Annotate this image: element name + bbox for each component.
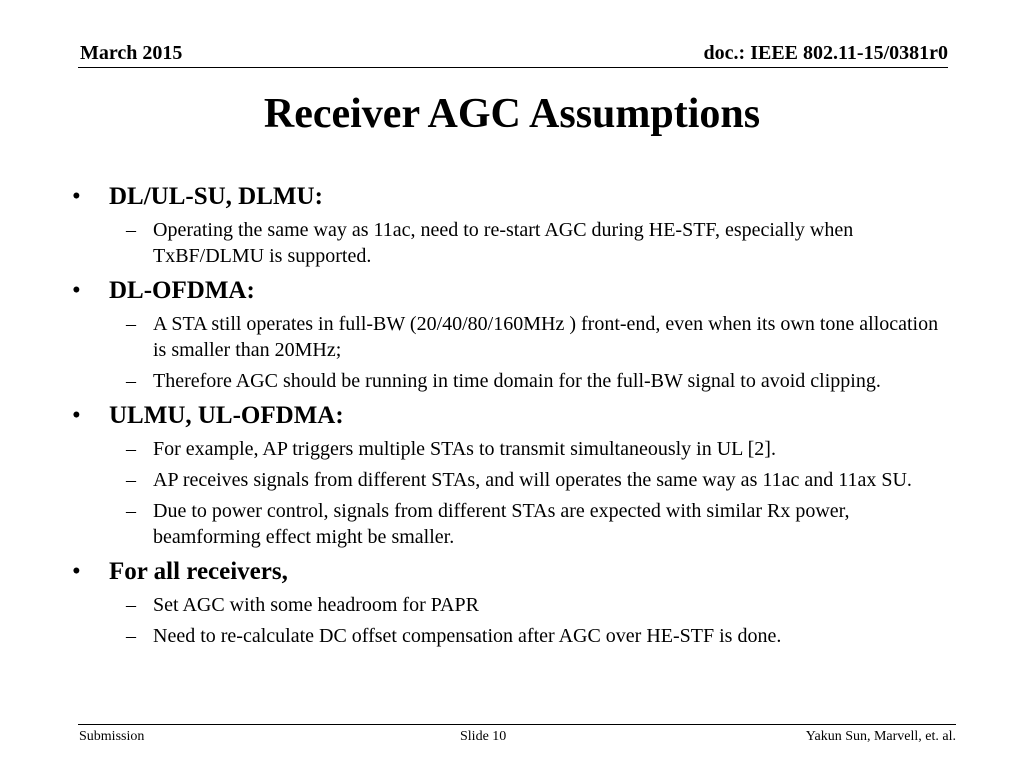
dash-marker: –: [126, 500, 136, 522]
sub-bullet: [72, 436, 952, 462]
bullet-marker: •: [72, 277, 81, 304]
sub-bullet: [72, 368, 952, 394]
sub-bullet: [72, 467, 952, 493]
bullet-3: [72, 401, 952, 431]
sub-bullet-text: AP receives signals from different STAs, and will operates the same way as 11ac and 11ax SU.: [153, 469, 912, 491]
sub-bullet: [72, 217, 952, 269]
sub-bullet-text: Need to re-calculate DC offset compensation after AGC over HE-STF is done.: [153, 625, 782, 647]
dash-marker: –: [126, 594, 136, 616]
sub-bullet-text: Therefore AGC should be running in time domain for the full-BW signal to avoid clipping.: [153, 370, 881, 392]
slide-title: Receiver AGC Assumptions: [263, 91, 761, 137]
sub-bullet-text: Operating the same way as 11ac, need to re-start AGC during HE-STF, especially when TxBF/DLMU is supported.: [153, 219, 854, 267]
bullet-marker: •: [72, 183, 81, 210]
sub-bullet-text: For example, AP triggers multiple STAs to transmit simultaneously in UL [2].: [153, 438, 776, 460]
sub-bullet-text: Due to power control, signals from different STAs are expected with similar Rx power, beamforming effect might be smaller.: [153, 500, 850, 548]
dash-marker: –: [126, 469, 136, 491]
dash-marker: –: [126, 370, 136, 392]
dash-marker: –: [126, 438, 136, 460]
dash-marker: –: [126, 313, 136, 335]
dash-marker: –: [126, 219, 136, 241]
sub-bullet-text: Set AGC with some headroom for PAPR: [153, 594, 479, 616]
bullet-1: [72, 182, 952, 212]
header-divider: [78, 67, 948, 68]
bullet-marker: •: [72, 402, 81, 429]
bullet-list: [72, 182, 952, 649]
bullet-text: DL-OFDMA:: [109, 277, 255, 304]
bullet-text: For all receivers,: [109, 558, 288, 585]
sub-bullet-text: A STA still operates in full-BW (20/40/80/160MHz ) front-end, even when its own tone allocation is smaller than 20MHz;: [153, 313, 939, 361]
header-doc-id: doc.: IEEE 802.11-15/0381r0: [703, 42, 948, 64]
dash-marker: –: [126, 625, 136, 647]
sub-bullet: [72, 623, 952, 649]
sub-bullet: [72, 592, 952, 618]
sub-bullet: [72, 311, 952, 363]
footer-submission: Submission: [79, 729, 145, 744]
bullet-marker: •: [72, 558, 81, 585]
bullet-text: ULMU, UL-OFDMA:: [109, 402, 344, 429]
sub-bullet: [72, 498, 952, 550]
footer-authors: Yakun Sun, Marvell, et. al.: [805, 729, 956, 744]
bullet-4: [72, 557, 952, 587]
header-date: March 2015: [80, 42, 183, 64]
footer-slide-number: Slide 10: [460, 729, 507, 744]
bullet-2: [72, 276, 952, 306]
bullet-text: DL/UL-SU, DLMU:: [109, 183, 323, 210]
footer-divider: [78, 724, 956, 725]
